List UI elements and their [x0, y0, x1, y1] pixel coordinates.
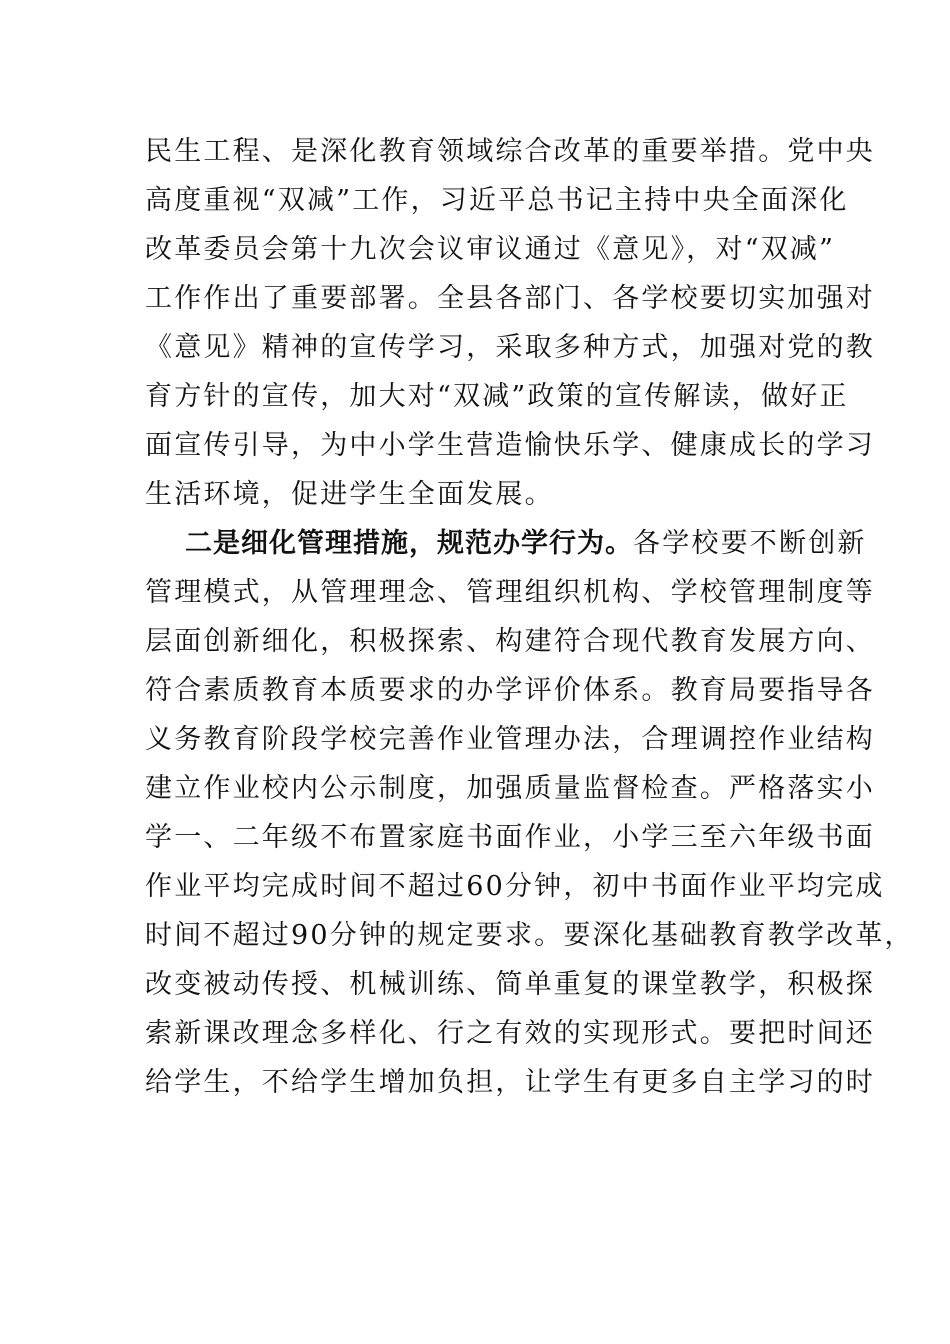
- paragraph-line: 学一、二年级不布置家庭书面作业，小学三至六年级书面: [145, 822, 875, 853]
- section-heading: 二是细化管理措施，规范办学行为。: [185, 528, 633, 559]
- paragraph-line-text: 各学校要不断创新: [633, 528, 867, 559]
- paragraph-line: 给学生，不给学生增加负担，让学生有更多自主学习的时: [145, 1067, 875, 1098]
- paragraph-line: 符合素质教育本质要求的办学评价体系。教育局要指导各: [145, 675, 875, 706]
- paragraph-line: 育方针的宣传，加大对“双减”政策的宣传解读，做好正: [145, 381, 849, 412]
- paragraph-line: 索新课改理念多样化、行之有效的实现形式。要把时间还: [145, 1018, 875, 1049]
- paragraph-first-line: [145, 519, 867, 568]
- paragraph-line: 面宣传引导，为中小学生营造愉快乐学、健康成长的学习: [145, 430, 875, 461]
- paragraph-line: 作业平均完成时间不超过60分钟，初中书面作业平均完成: [145, 871, 885, 902]
- paragraph-line: 工作作出了重要部署。全县各部门、各学校要切实加强对: [145, 283, 875, 314]
- paragraph-line: 高度重视“双减”工作，习近平总书记主持中央全面深化: [145, 185, 849, 216]
- paragraph-2: [145, 519, 914, 1107]
- paragraph-line: 生活环境，促进学生全面发展。: [145, 479, 554, 510]
- document-body: [145, 127, 914, 1107]
- paragraph-line: 义务教育阶段学校完善作业管理办法，合理调控作业结构: [145, 724, 875, 755]
- paragraph-line: 改变被动传授、机械训练、简单重复的课堂教学，积极探: [145, 969, 875, 1000]
- paragraph-line: 层面创新细化，积极探索、构建符合现代教育发展方向、: [145, 626, 875, 657]
- paragraph-line: 管理模式，从管理理念、管理组织机构、学校管理制度等: [145, 577, 875, 608]
- paragraph-line: 改革委员会第十九次会议审议通过《意见》，对“双减”: [145, 234, 836, 265]
- paragraph-1: [145, 127, 875, 519]
- paragraph-line: 民生工程、是深化教育领域综合改革的重要举措。党中央: [145, 136, 875, 167]
- paragraph-line: 时间不超过90分钟的规定要求。要深化基础教育教学改革，: [145, 920, 914, 951]
- paragraph-line: 《意见》精神的宣传学习，采取多种方式，加强对党的教: [145, 332, 875, 363]
- paragraph-line: 建立作业校内公示制度，加强质量监督检查。严格落实小: [145, 773, 875, 804]
